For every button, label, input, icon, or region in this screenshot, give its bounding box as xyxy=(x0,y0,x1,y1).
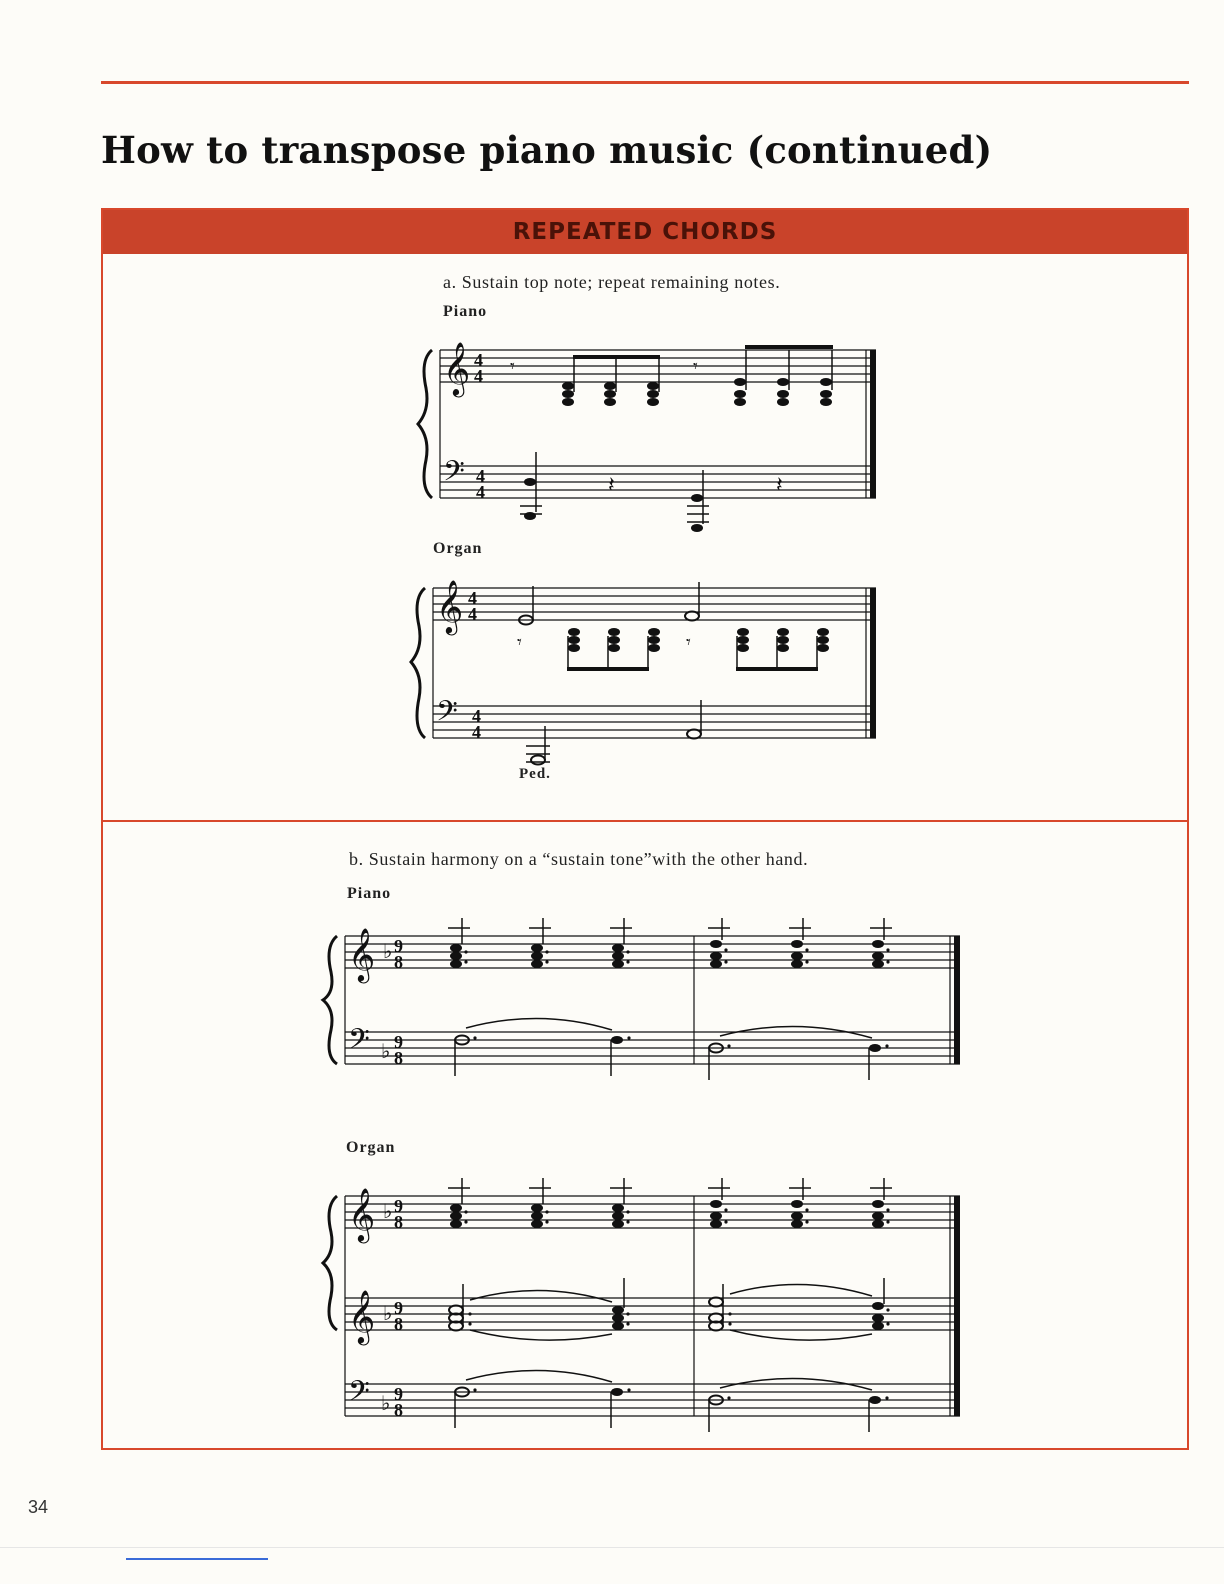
svg-text:4: 4 xyxy=(474,366,483,386)
svg-text:𝄽: 𝄽 xyxy=(776,472,783,497)
section-a-organ-label: Organ xyxy=(433,540,483,557)
section-a-piano-label: Piano xyxy=(443,303,488,320)
svg-text:4: 4 xyxy=(468,604,477,624)
svg-text:♭: ♭ xyxy=(383,1303,393,1325)
panel-header: REPEATED CHORDS xyxy=(103,210,1187,254)
svg-text:4: 4 xyxy=(472,722,481,742)
svg-text:4: 4 xyxy=(472,706,481,726)
svg-text:8: 8 xyxy=(394,952,403,972)
svg-text:𝄞: 𝄞 xyxy=(348,1187,376,1241)
svg-text:♭: ♭ xyxy=(381,1041,391,1063)
svg-text:8: 8 xyxy=(394,1400,403,1420)
section-a-caption: a. Sustain top note; repeat remaining notes. xyxy=(443,272,781,292)
svg-text:9: 9 xyxy=(394,1196,403,1216)
section-b-caption: b. Sustain harmony on a “sustain tone”with the other hand. xyxy=(349,849,809,869)
svg-text:𝄢: 𝄢 xyxy=(348,1023,370,1063)
svg-text:9: 9 xyxy=(394,1032,403,1052)
svg-text:♭: ♭ xyxy=(383,1201,393,1223)
svg-text:9: 9 xyxy=(394,1298,403,1318)
svg-text:𝄞: 𝄞 xyxy=(443,341,471,395)
svg-text:𝄽: 𝄽 xyxy=(608,472,615,497)
svg-text:𝄢: 𝄢 xyxy=(443,455,465,495)
pedal-label: Ped. xyxy=(519,766,551,782)
svg-text:8: 8 xyxy=(394,1314,403,1334)
svg-text:4: 4 xyxy=(468,588,477,608)
svg-text:4: 4 xyxy=(476,466,485,486)
svg-text:𝄾: 𝄾 xyxy=(686,632,691,652)
section-b-organ-system xyxy=(323,1178,960,1432)
bottom-rule xyxy=(0,1547,1224,1548)
svg-text:𝄾: 𝄾 xyxy=(693,356,698,376)
svg-text:𝄢: 𝄢 xyxy=(436,695,458,735)
svg-text:𝄞: 𝄞 xyxy=(436,579,464,633)
section-b-piano-system xyxy=(323,918,960,1080)
section-b-piano-label: Piano xyxy=(347,885,392,902)
svg-text:8: 8 xyxy=(394,1048,403,1068)
svg-text:𝄢: 𝄢 xyxy=(348,1375,370,1415)
svg-text:♭: ♭ xyxy=(381,1393,391,1415)
svg-text:𝄞: 𝄞 xyxy=(348,1289,376,1343)
svg-text:𝄞: 𝄞 xyxy=(348,927,376,981)
svg-text:8: 8 xyxy=(394,1212,403,1232)
page-number: 34 xyxy=(28,1497,49,1517)
section-a-organ-system xyxy=(411,579,876,765)
svg-text:𝄾: 𝄾 xyxy=(517,632,522,652)
section-b-organ-label: Organ xyxy=(346,1139,396,1156)
link-underline xyxy=(126,1558,268,1560)
svg-text:9: 9 xyxy=(394,936,403,956)
page-title: How to transpose piano music (continued) xyxy=(101,128,993,172)
svg-text:♭: ♭ xyxy=(383,941,393,963)
svg-text:9: 9 xyxy=(394,1384,403,1404)
svg-text:𝄾: 𝄾 xyxy=(510,356,515,376)
section-a-piano-system xyxy=(418,341,876,532)
svg-text:4: 4 xyxy=(476,482,485,502)
svg-text:4: 4 xyxy=(474,350,483,370)
